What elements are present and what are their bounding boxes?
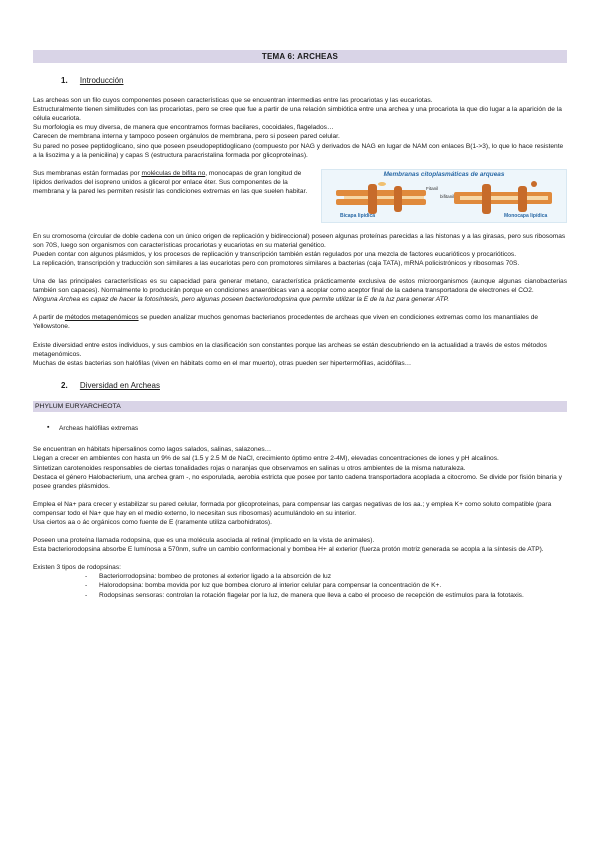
paragraph: Esta bacteriorodopsina absorbe E lumínosa a 570nm, sufre un cambio conformacional y bombea H+ al exterior (fuerza protón motriz generada se acopla a la síntesis de ATP). — [33, 546, 544, 554]
paragraph: Usa ciertos aa o ác orgánicos como fuente de E (raramente utiliza carbohidratos). — [33, 519, 272, 526]
bilayer-label: Bicapa lipídica — [340, 212, 376, 219]
types-intro: Existen 3 tipos de rodopsinas: — [33, 564, 121, 572]
list-item: - Rodopsinas sensoras: controlan la rotación flagelar por la luz, de manera que lleva a cabo el proceso de recepción de estímulos para la fototaxis. — [85, 591, 524, 599]
paragraph: Las archeas son un filo cuyos componentes poseen características que se encuentran intermedias entre las procariotas y las eucariotas. — [33, 97, 433, 105]
underlined-term: moléculas de bifita no — [141, 169, 206, 177]
paragraph: Destaca el género Halobacterium, una archea gram -, no esporulada, aerobia estricta que posee por tanto cadena transportadora acoplada a citocromo. Se divide por fisión binaria y posee grandes plásmidos. — [33, 473, 562, 490]
phylum-heading: PHYLUM EURYARCHEOTA — [33, 401, 567, 412]
paragraph: Se encuentran en hábitats hipersalinos como lagos salados, salinas, salazones… — [33, 446, 272, 454]
bullet-item: ▪ Archeas halófilas extremas — [59, 424, 567, 433]
list-item: - Halorodopsina: bomba movida por luz que bombea cloruro al interior celular para compensar la concentración de K+. — [85, 582, 442, 590]
section-title: Introducción — [79, 76, 124, 86]
rhodopsin-types-list — [85, 572, 567, 599]
membrane-figure — [321, 169, 567, 223]
paragraph: La replicación, transcripción y traducción son similares a las eucariotas pero con promotores similares a bacterias (caja TATA), mRNA policistrónicos y ribosomas 70S. — [33, 260, 520, 267]
italic-note: Ninguna Archea es capaz de hacer la fotosíntesis, pero algunas poseen bacteriorodopsina que permite utilizar la E de la luz para generar ATP. — [33, 296, 450, 304]
bifitanil-label: bifitanil — [440, 193, 455, 199]
list-item-text: Bacteriorrodopsina: bombeo de protones al exterior ligado a la absorción de luz — [99, 573, 332, 581]
paragraph: Llegan a crecer en ambientes con hasta un 9% de sal (1.5 y 2.5 M de NaCl, crecimiento óptimo entre 2-4M), elevadas concentraciones de iones y pH alcalinos. — [33, 455, 499, 463]
metagenomic-paragraph — [33, 313, 567, 331]
document-page — [33, 50, 567, 600]
paragraph: Estructuralmente tienen similitudes con las procariotas, pero se cree que fue a partir de una relación simbiótica entre una archea y una procariota la que dio lugar a la aparición de la célula eucariota. — [33, 106, 562, 123]
text-span: se pueden analizar muchos genomas bacterianos procedentes de archeas que viven en condiciones extremas como los manantiales de Yellowstone. — [33, 314, 539, 331]
paragraph: Sintetizan carotenoides responsables de ciertas tonalidades rojas o naranjas que observamos en salinas u otros ambientes de la misma naturaleza. — [33, 464, 466, 472]
text-span: , monocapas de gran longitud de lípidos derivados del isopreno unidos a glicerol por enlace éter. Sus componentes de la membrana y la pared les permiten resistir las condiciones extremas en las que suelen habitar. — [33, 169, 308, 195]
paragraph: Emplea el Na+ para crecer y estabilizar su pared celular, formada por glicoproteínas, para compensar las cargas negativas de los aa.; y emplea K+ como soluto compatible (para compensar todo el Na+ que hay en el medio externo, lo necesitan sus ribosomas) acumulándolo en su interior. — [33, 500, 552, 517]
paragraph: Muchas de estas bacterias son halófilas (viven en hábitats como en el mar muerto), otras pueden ser hipertermófilas, acidófilas… — [33, 359, 412, 367]
section-1-heading — [61, 75, 567, 86]
halophiles-block — [33, 445, 567, 490]
underlined-term: métodos metagenómicos — [64, 314, 139, 322]
monolayer-illustration — [454, 181, 552, 214]
section-number: 1. — [61, 76, 68, 86]
list-item-text: Rodopsinas sensoras: controlan la rotación flagelar por la luz, de manera que lleva a cabo el proceso de recepción de estímulos para la fototaxis. — [99, 591, 524, 599]
text-span: Sus membranas están formadas por — [33, 169, 142, 177]
monolayer-label: Monocapa lipídica — [504, 212, 548, 219]
sodium-block — [33, 500, 567, 527]
list-item-text: Halorodopsina: bomba movida por luz que bombea cloruro al interior celular para compensar la concentración de K+. — [99, 582, 442, 590]
membrane-section — [33, 169, 567, 223]
paragraph: Su pared no posee peptidoglicano, sino que poseen pseudopeptidoglicano (compuesto por NAG y derivados de NAG en lugar de NAM con enlaces B(1->3), lo que lo hace resistente a la lisozima y a la penicilina) y capas S (estructura paracristalina formada por glicoproteínas). — [33, 142, 564, 159]
rhodopsin-block — [33, 536, 567, 554]
paragraph: Pueden contar con algunos plásmidos, y los procesos de replicación y transcripción también están regulados por una mezcla de factores eucarióticos y procarióticos. — [33, 250, 517, 258]
list-item: - Bacteriorrodopsina: bombeo de protones al exterior ligado a la absorción de luz — [85, 573, 332, 581]
fitanil-label: Fitanil — [426, 185, 439, 191]
paragraph: Una de las principales características es su capacidad para generar metano, característica prácticamente exclusiva de estos microorganismos (aunque algunas cianobacterias también son capaces). Normalmente lo producirán porque en condiciones anaeróbicas van a acoplar como aceptor final de la cadena transportadora de electrones el CO2. — [33, 278, 567, 295]
section-number: 2. — [61, 380, 68, 390]
chromosome-block — [33, 232, 567, 268]
paragraph: En su cromosoma (circular de doble cadena con un único origen de replicación y bidireccional) poseen algunas proteínas parecidas a las histonas y a las girasas, pero sus ribosomas son 70S, luego son organismos con características procariotas y eucariotas en su material genético. — [33, 232, 566, 249]
paragraph: Su morfología es muy diversa, de manera que encontramos formas bacilares, cocoidales, flagelados… — [33, 124, 334, 132]
paragraph: Carecen de membrana interna y tampoco poseen orgánulos de membrana, pero si poseen pared celular. — [33, 133, 340, 141]
section-title: Diversidad en Archeas — [79, 380, 160, 390]
text-span: A partir de — [33, 314, 65, 322]
page-title: TEMA 6: ARCHEAS — [33, 50, 567, 63]
intro-block — [33, 96, 567, 160]
membrane-paragraph — [33, 169, 315, 196]
diversity-block — [33, 341, 567, 368]
paragraph: Poseen una proteína llamada rodopsina, que es una molécula asociada al retinal (implicado en la vista de animales). — [33, 537, 375, 545]
metano-block — [33, 277, 567, 304]
figure-title: Membranas citoplasmáticas de arqueas — [383, 170, 505, 178]
section-2-heading — [61, 380, 567, 391]
bilayer-illustration — [336, 182, 426, 214]
paragraph: Existe diversidad entre estos individuos, y sus cambios en la clasificación son constantes porque las archeas se están descubriendo en la actualidad a través de estos métodos metagenómicos. — [33, 341, 547, 358]
